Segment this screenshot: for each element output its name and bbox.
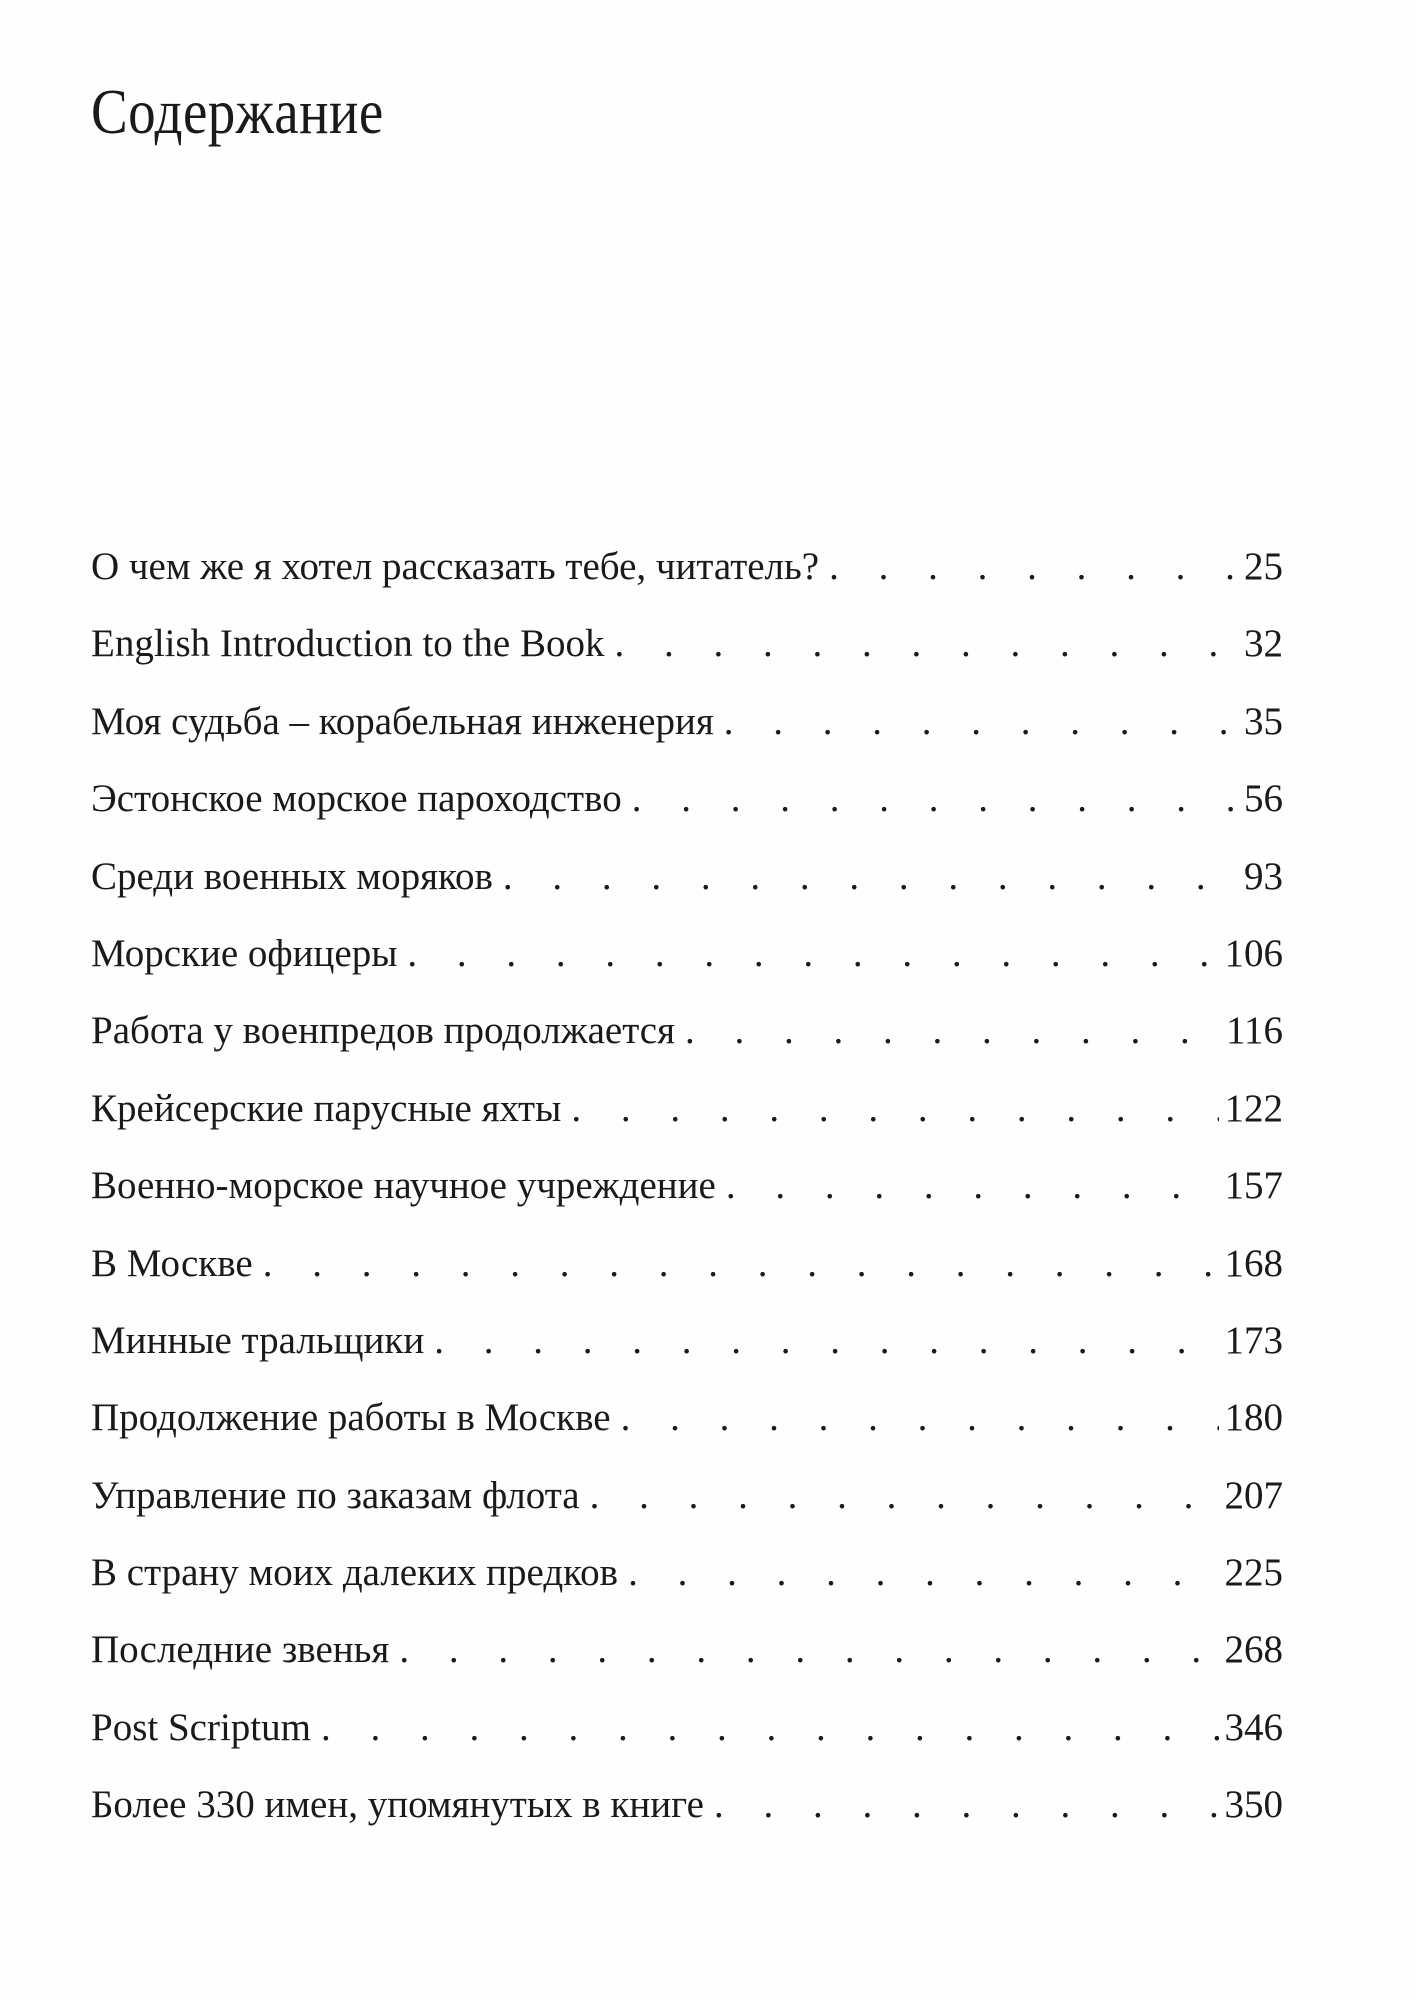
toc-entry [91, 1147, 1283, 1224]
toc-entry-title: Эстонское морское пароходство [91, 777, 622, 821]
toc-entry [91, 1766, 1283, 1843]
toc-dot-leader [614, 605, 1238, 682]
toc-entry-page: 56 [1244, 777, 1283, 821]
toc-dot-leader [321, 1689, 1219, 1766]
table-of-contents [91, 528, 1283, 1844]
toc-dot-leader [434, 1302, 1218, 1379]
toc-entry [91, 528, 1283, 605]
toc-entry-page: 122 [1224, 1086, 1283, 1130]
toc-entry-page: 116 [1225, 1009, 1283, 1053]
toc-entry-page: 346 [1224, 1705, 1283, 1749]
toc-entry [91, 915, 1283, 992]
toc-dot-leader [590, 1457, 1219, 1534]
toc-entry [91, 1534, 1283, 1611]
toc-entry [91, 838, 1283, 915]
toc-entry-page: 157 [1224, 1164, 1283, 1208]
toc-entry-title: Post Scriptum [91, 1705, 311, 1749]
toc-entry [91, 683, 1283, 760]
toc-entry-title: Среди военных моряков [91, 854, 493, 898]
toc-entry [91, 1070, 1283, 1147]
toc-entry-title: Работа у военпредов продолжается [91, 1009, 676, 1053]
toc-entry-page: 350 [1224, 1783, 1283, 1827]
toc-entry-page: 207 [1224, 1473, 1283, 1517]
page-title: Содержание [91, 76, 384, 147]
toc-entry-title: Более 330 имен, упомянутых в книге [91, 1783, 704, 1827]
toc-entry-page: 35 [1244, 699, 1283, 743]
toc-entry [91, 1689, 1283, 1766]
toc-entry-page: 106 [1224, 931, 1283, 975]
toc-entry-title: Последние звенья [91, 1628, 390, 1672]
toc-entry-title: О чем же я хотел рассказать тебе, читатель? [91, 545, 820, 588]
toc-dot-leader [726, 1147, 1219, 1224]
toc-entry-page: 25 [1244, 545, 1283, 588]
toc-entry-page: 173 [1224, 1318, 1283, 1362]
toc-entry-title: Моя судьба – корабельная инженерия [91, 699, 714, 743]
toc-entry-page: 225 [1224, 1551, 1283, 1595]
toc-dot-leader [407, 915, 1218, 992]
toc-dot-leader [685, 992, 1220, 1069]
toc-entry-page: 168 [1224, 1241, 1283, 1285]
toc-entry [91, 1225, 1283, 1302]
toc-dot-leader [829, 528, 1238, 605]
toc-entry-page: 32 [1244, 622, 1283, 666]
toc-entry-page: 93 [1244, 854, 1283, 898]
toc-entry [91, 992, 1283, 1069]
toc-entry [91, 1457, 1283, 1534]
toc-entry [91, 1302, 1283, 1379]
toc-dot-leader [632, 760, 1238, 837]
toc-entry [91, 1379, 1283, 1456]
toc-entry-title: Морские офицеры [91, 931, 398, 975]
toc-dot-leader [263, 1225, 1219, 1302]
toc-dot-leader [621, 1379, 1219, 1456]
toc-entry-title: English Introduction to the Book [91, 622, 605, 666]
toc-dot-leader [724, 683, 1238, 760]
toc-entry-title: В страну моих далеких предков [91, 1551, 619, 1595]
toc-entry-title: Минные тральщики [91, 1318, 425, 1362]
toc-entry-title: Военно-морское научное учреждение [91, 1164, 716, 1208]
toc-entry-title: Крейсерские парусные яхты [91, 1086, 562, 1130]
toc-entry [91, 760, 1283, 837]
toc-entry-page: 180 [1224, 1396, 1283, 1440]
toc-entry-title: Управление по заказам флота [91, 1473, 580, 1517]
toc-dot-leader [714, 1766, 1219, 1843]
toc-dot-leader [571, 1070, 1218, 1147]
toc-dot-leader [628, 1534, 1218, 1611]
toc-entry-page: 268 [1224, 1628, 1283, 1672]
toc-dot-leader [399, 1611, 1218, 1688]
toc-entry-title: В Москве [91, 1241, 253, 1285]
toc-entry-title: Продолжение работы в Москве [91, 1396, 611, 1440]
toc-dot-leader [503, 838, 1238, 915]
toc-entry [91, 1611, 1283, 1688]
toc-entry [91, 605, 1283, 682]
